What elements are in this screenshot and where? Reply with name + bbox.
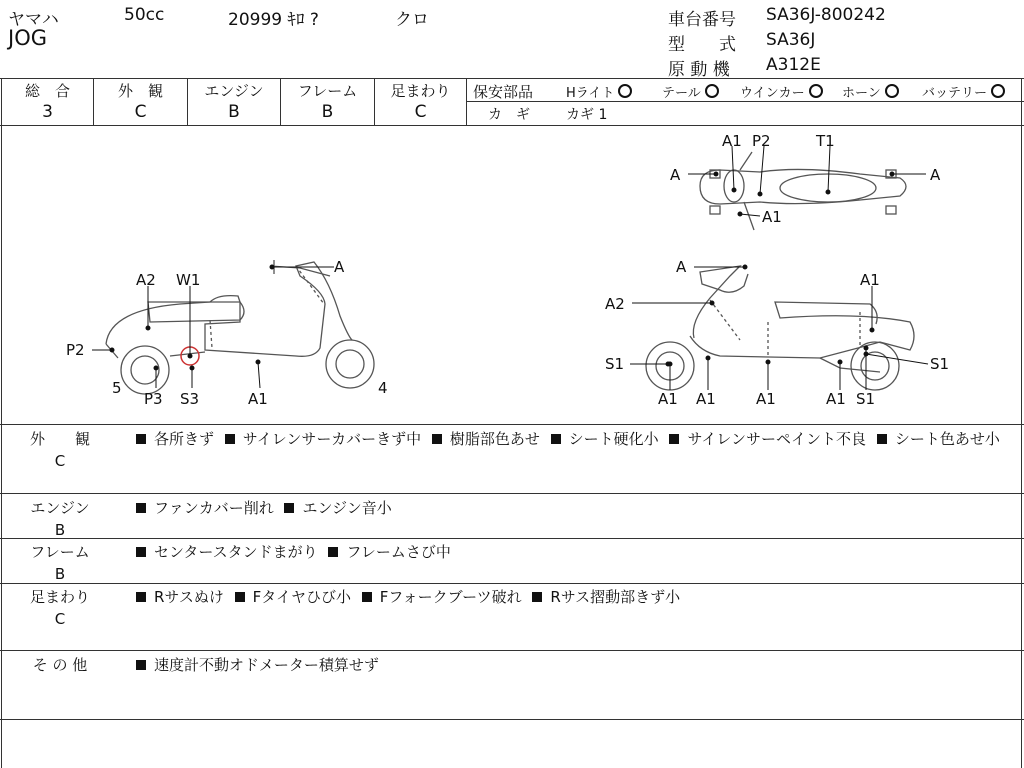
safety-item-headlight: Hライト	[566, 82, 632, 101]
diagram-label: A1	[696, 390, 716, 408]
mileage: 20999 ｷﾛ ?	[228, 10, 319, 30]
safety-item-tail: テール	[662, 82, 719, 101]
remark-item: Rサスぬけ	[136, 588, 224, 606]
divider	[466, 78, 467, 125]
diagram-label: A1	[826, 390, 846, 408]
key-value: カギ 1	[566, 107, 608, 123]
displacement: 50cc	[124, 5, 165, 25]
diagram-label: S1	[856, 390, 876, 408]
remark-item: 速度計不動オドメーター積算せず	[136, 656, 379, 674]
remark-body-exterior	[136, 428, 1016, 450]
remark-title-engine: エンジン B	[30, 499, 90, 539]
grade-value-engine: B	[228, 102, 240, 122]
diagram-label: A1	[860, 271, 880, 289]
diagram-label: A2	[136, 271, 156, 289]
engine-label: 原 動 機	[668, 60, 730, 80]
remark-item: エンジン音小	[284, 499, 391, 517]
remark-item: Fフォークブーツ破れ	[362, 588, 522, 606]
maker: ヤマハ	[8, 10, 59, 30]
diagram-label: A	[334, 258, 345, 276]
remark-item: サイレンサーペイント不良	[669, 430, 866, 448]
divider	[0, 78, 1024, 79]
divider	[0, 493, 1024, 494]
grade-value-suspension: C	[414, 102, 427, 122]
diagram-label: T1	[816, 132, 835, 150]
remark-item: 各所きず	[136, 430, 214, 448]
diagram-label: W1	[176, 271, 201, 289]
bullet-square-icon	[877, 434, 887, 444]
remark-title-other: そ の 他	[32, 656, 88, 674]
engine-value: A312E	[766, 55, 821, 75]
bullet-square-icon	[136, 547, 146, 557]
bullet-square-icon	[136, 503, 146, 513]
divider	[0, 650, 1024, 651]
diagram-label: A	[930, 166, 941, 184]
ok-circle-icon	[885, 84, 899, 98]
remark-body-frame	[136, 541, 1016, 563]
diagram-label: S1	[930, 355, 950, 373]
diagram-label: S1	[605, 355, 625, 373]
bullet-square-icon	[432, 434, 442, 444]
divider	[467, 101, 1024, 102]
grade-label-frame: フレーム	[297, 82, 358, 100]
damage-diagram	[0, 126, 1024, 424]
diagram-label: 4	[378, 379, 388, 397]
frame-number-label: 車台番号	[668, 10, 736, 30]
diagram-label: S3	[180, 390, 200, 408]
remark-item: フレームさび中	[328, 543, 450, 561]
type-value: SA36J	[766, 30, 816, 50]
diagram-label: A1	[722, 132, 742, 150]
bullet-square-icon	[225, 434, 235, 444]
remark-body-suspension	[136, 586, 1016, 608]
safety-item-horn: ホーン	[842, 82, 899, 101]
remark-item: ファンカバー削れ	[136, 499, 274, 517]
diagram-label: A1	[248, 390, 268, 408]
bullet-square-icon	[136, 592, 146, 602]
safety-item-battery: バッテリー	[922, 82, 1005, 101]
diagram-label: A2	[605, 295, 625, 313]
remark-title-exterior: 外 観 C	[29, 430, 90, 470]
bullet-square-icon	[362, 592, 372, 602]
ok-circle-icon	[618, 84, 632, 98]
diagram-label: A1	[658, 390, 678, 408]
remark-item: サイレンサーカバーきず中	[225, 430, 421, 448]
diagram-label: A1	[756, 390, 776, 408]
diagram-label: P2	[66, 341, 85, 359]
divider	[0, 424, 1024, 425]
grade-value-frame: B	[321, 102, 334, 122]
bullet-square-icon	[551, 434, 561, 444]
remark-body-other	[136, 654, 1016, 676]
remark-body-engine	[136, 497, 1016, 519]
model-name: JOG	[8, 26, 47, 50]
diagram-label: P3	[144, 390, 163, 408]
diagram-label: A	[670, 166, 681, 184]
type-label: 型 式	[668, 35, 736, 55]
frame-number-value: SA36J-800242	[766, 5, 886, 25]
remark-title-suspension: 足まわり C	[29, 588, 90, 628]
diagram-label: 5	[112, 379, 122, 397]
grade-label-exterior: 外 観	[117, 82, 163, 100]
grade-label-engine: エンジン	[204, 82, 264, 100]
remark-title-frame: フレーム B	[30, 543, 90, 583]
diagram-label: A1	[762, 208, 782, 226]
remark-item: センタースタンドまがり	[136, 543, 318, 561]
divider	[0, 719, 1024, 720]
bullet-square-icon	[328, 547, 338, 557]
diagram-label: A	[676, 258, 687, 276]
grade-value-total: 3	[42, 102, 53, 122]
bullet-square-icon	[235, 592, 245, 602]
remark-item: Fタイヤひび小	[235, 588, 351, 606]
scooter-top-view	[700, 152, 906, 230]
grade-label-suspension: 足まわり	[390, 82, 451, 100]
ok-circle-icon	[705, 84, 719, 98]
divider	[0, 538, 1024, 539]
remark-item: 樹脂部色あせ	[432, 430, 540, 448]
bullet-square-icon	[136, 434, 146, 444]
bullet-square-icon	[136, 660, 146, 670]
bullet-square-icon	[669, 434, 679, 444]
remark-item: シート色あせ小	[877, 430, 1000, 448]
bullet-square-icon	[532, 592, 542, 602]
grade-value-exterior: C	[134, 102, 147, 122]
ok-circle-icon	[991, 84, 1005, 98]
remark-item: Rサス摺動部きず小	[532, 588, 680, 606]
safety-item-winker: ウインカー	[740, 82, 823, 101]
bullet-square-icon	[284, 503, 294, 513]
divider	[0, 583, 1024, 584]
body-color: クロ	[395, 10, 429, 30]
grade-label-total: 総 合	[24, 82, 70, 100]
diagram-label: P2	[752, 132, 771, 150]
remark-item: シート硬化小	[551, 430, 659, 448]
safety-label: 保安部品	[473, 83, 534, 101]
ok-circle-icon	[809, 84, 823, 98]
key-label: カ ギ	[488, 107, 530, 123]
